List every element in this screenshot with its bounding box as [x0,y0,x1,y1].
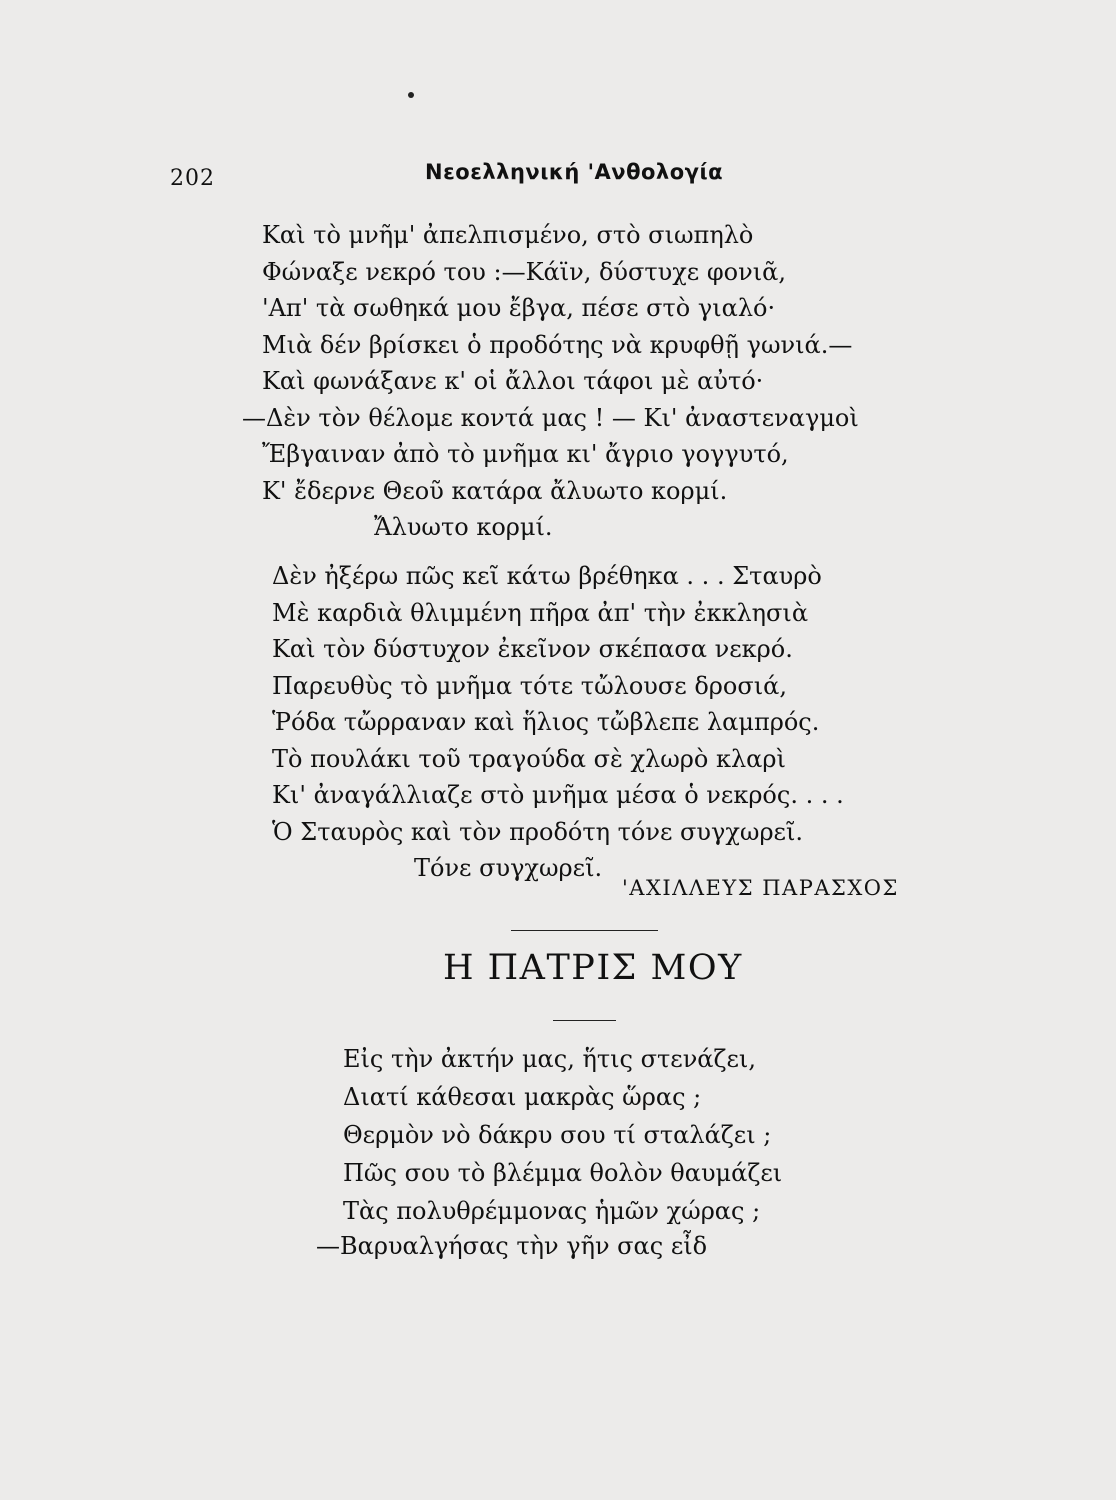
verse-line: —Δὲν τὸν θέλομε κοντά μας ! — Κι' ἀναστεναγμοὶ [242,403,859,432]
verse-line: Πῶς σου τὸ βλέμμα θολὸν θαυμάζει [343,1159,783,1187]
ink-speck [408,92,414,98]
verse-refrain: Ἄλυωτο κορμί. [374,513,553,541]
verse-line: Δὲν ἠξέρω πῶς κεῖ κάτω βρέθηκα . . . Σταυρὸ [272,562,822,590]
verse-line: Φώναξε νεκρό του :—Κάϊν, δύστυχε φονιᾶ, [262,257,786,286]
verse-line-continued: —Βαρυαλγήσας τὴν γῆν σας εἶδ [316,1232,708,1260]
verse-line: Κι' ἀναγάλλιαζε στὸ μνῆμα μέσα ὁ νεκρός. . . . [272,781,844,809]
verse-line: Διατί κάθεσαι μακρὰς ὥρας ; [343,1083,702,1111]
poem1-stanza-1 [242,217,859,546]
poem2-stanza-1 [343,1040,782,1230]
verse-line: Ὁ Σταυρὸς καὶ τὸν προδότη τόνε συγχωρεῖ. [272,817,804,846]
verse-line: Εἰς τὴν ἀκτήν μας, ἥτις στενάζει, [343,1045,756,1073]
author-signature: 'ΑΧΙΛΛΕΥΣ ΠΑΡΑΣΧΟΣ [622,876,899,900]
poem1-stanza-2 [272,558,844,887]
verse-line: Ῥόδα τὤρραναν καὶ ἥλιος τὤβλεπε λαμπρός. [272,708,820,736]
poem-title: Η ΠΑΤΡΙΣ ΜΟΥ [443,948,743,988]
running-head: Νεοελληνική 'Ανθολογία [425,160,724,184]
verse-line: Καὶ φωνάξανε κ' οἱ ἄλλοι τάφοι μὲ αὐτό· [262,367,764,395]
verse-line: Θερμὸν νὸ δάκρυ σου τί σταλάζει ; [343,1121,772,1149]
verse-line: Ἔβγαιναν ἀπὸ τὸ μνῆμα κι' ἄγριο γογγυτό, [262,440,789,468]
verse-line: Κ' ἔδερνε Θεοῦ κατάρα ἄλυωτο κορμί. [262,476,728,505]
verse-line: Παρευθὺς τὸ μνῆμα τότε τὤλουσε δροσιά, [272,671,787,700]
verse-line: Τὸ πουλάκι τοῦ τραγούδα σὲ χλωρὸ κλαρὶ [272,744,786,773]
verse-line: Καὶ τὸν δύστυχον ἐκεῖνον σκέπασα νεκρό. [272,635,793,663]
title-underline [553,1020,616,1021]
page-header [0,158,1116,198]
verse-refrain: Τόνε συγχωρεῖ. [414,854,603,882]
verse-line: Καὶ τὸ μνῆμ' ἀπελπισμένο, στὸ σιωπηλὸ [262,221,754,249]
verse-line: 'Απ' τὰ σωθηκά μου ἔβγα, πέσε στὸ γιαλό· [262,294,776,322]
verse-line: Τὰς πολυθρέμμονας ἡμῶν χώρας ; [343,1197,761,1225]
verse-line: Μὲ καρδιὰ θλιμμένη πῆρα ἀπ' τὴν ἐκκλησιὰ [272,598,809,627]
section-divider [511,930,658,931]
page-number: 202 [170,166,215,191]
verse-line: Μιὰ δέν βρίσκει ὁ προδότης νὰ κρυφθῇ γωνιά.— [262,330,853,359]
